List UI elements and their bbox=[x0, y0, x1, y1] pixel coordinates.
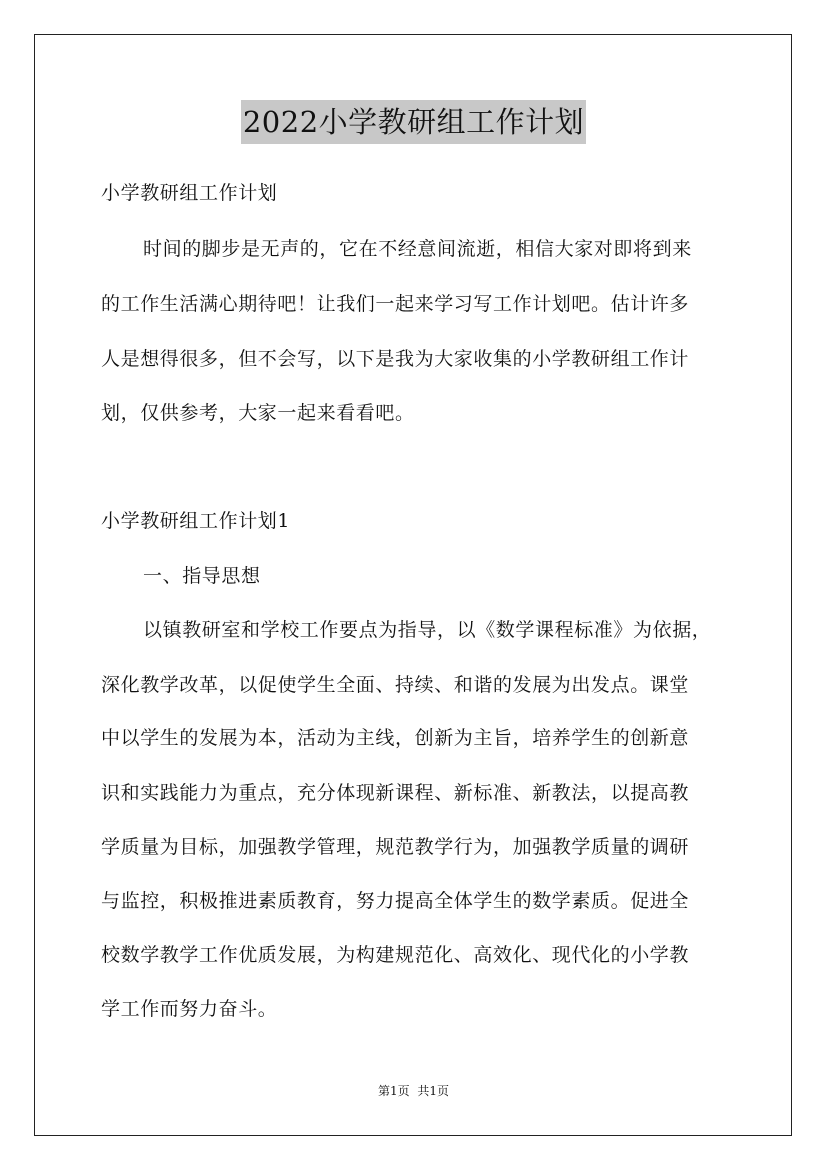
document-title: 2022小学教研组工作计划 bbox=[241, 100, 586, 144]
page-current: 第1页 bbox=[377, 1084, 410, 1098]
document-subtitle: 小学教研组工作计划 bbox=[101, 182, 278, 204]
body-line-2: 深化教学改革，以促使学生全面、持续、和谐的发展为出发点。课堂 bbox=[101, 674, 690, 696]
body-line-7: 校数学教学工作优质发展，为构建规范化、高效化、现代化的小学教 bbox=[101, 944, 690, 966]
body-line-4: 识和实践能力为重点，充分体现新课程、新标准、新教法，以提高教 bbox=[101, 782, 690, 804]
title-container bbox=[0, 100, 827, 144]
subsection-heading: 一、指导思想 bbox=[143, 565, 261, 587]
section-heading: 小学教研组工作计划1 bbox=[101, 510, 291, 532]
intro-line-2: 的工作生活满心期待吧！让我们一起来学习写工作计划吧。估计许多 bbox=[101, 293, 690, 315]
page-total: 共1页 bbox=[417, 1084, 450, 1098]
body-line-6: 与监控，积极推进素质教育，努力提高全体学生的数学素质。促进全 bbox=[101, 890, 690, 912]
body-line-3: 中以学生的发展为本，活动为主线，创新为主旨，培养学生的创新意 bbox=[101, 727, 690, 749]
body-line-1: 以镇教研室和学校工作要点为指导，以《数学课程标准》为依据， bbox=[143, 619, 712, 641]
intro-line-4: 划，仅供参考，大家一起来看看吧。 bbox=[101, 402, 415, 424]
body-line-5: 学质量为目标，加强教学管理，规范教学行为，加强教学质量的调研 bbox=[101, 836, 690, 858]
body-line-8: 学工作而努力奋斗。 bbox=[101, 998, 278, 1020]
intro-line-3: 人是想得很多，但不会写，以下是我为大家收集的小学教研组工作计 bbox=[101, 348, 690, 370]
page-footer bbox=[0, 1082, 827, 1100]
intro-line-1: 时间的脚步是无声的，它在不经意间流逝，相信大家对即将到来 bbox=[143, 238, 692, 260]
